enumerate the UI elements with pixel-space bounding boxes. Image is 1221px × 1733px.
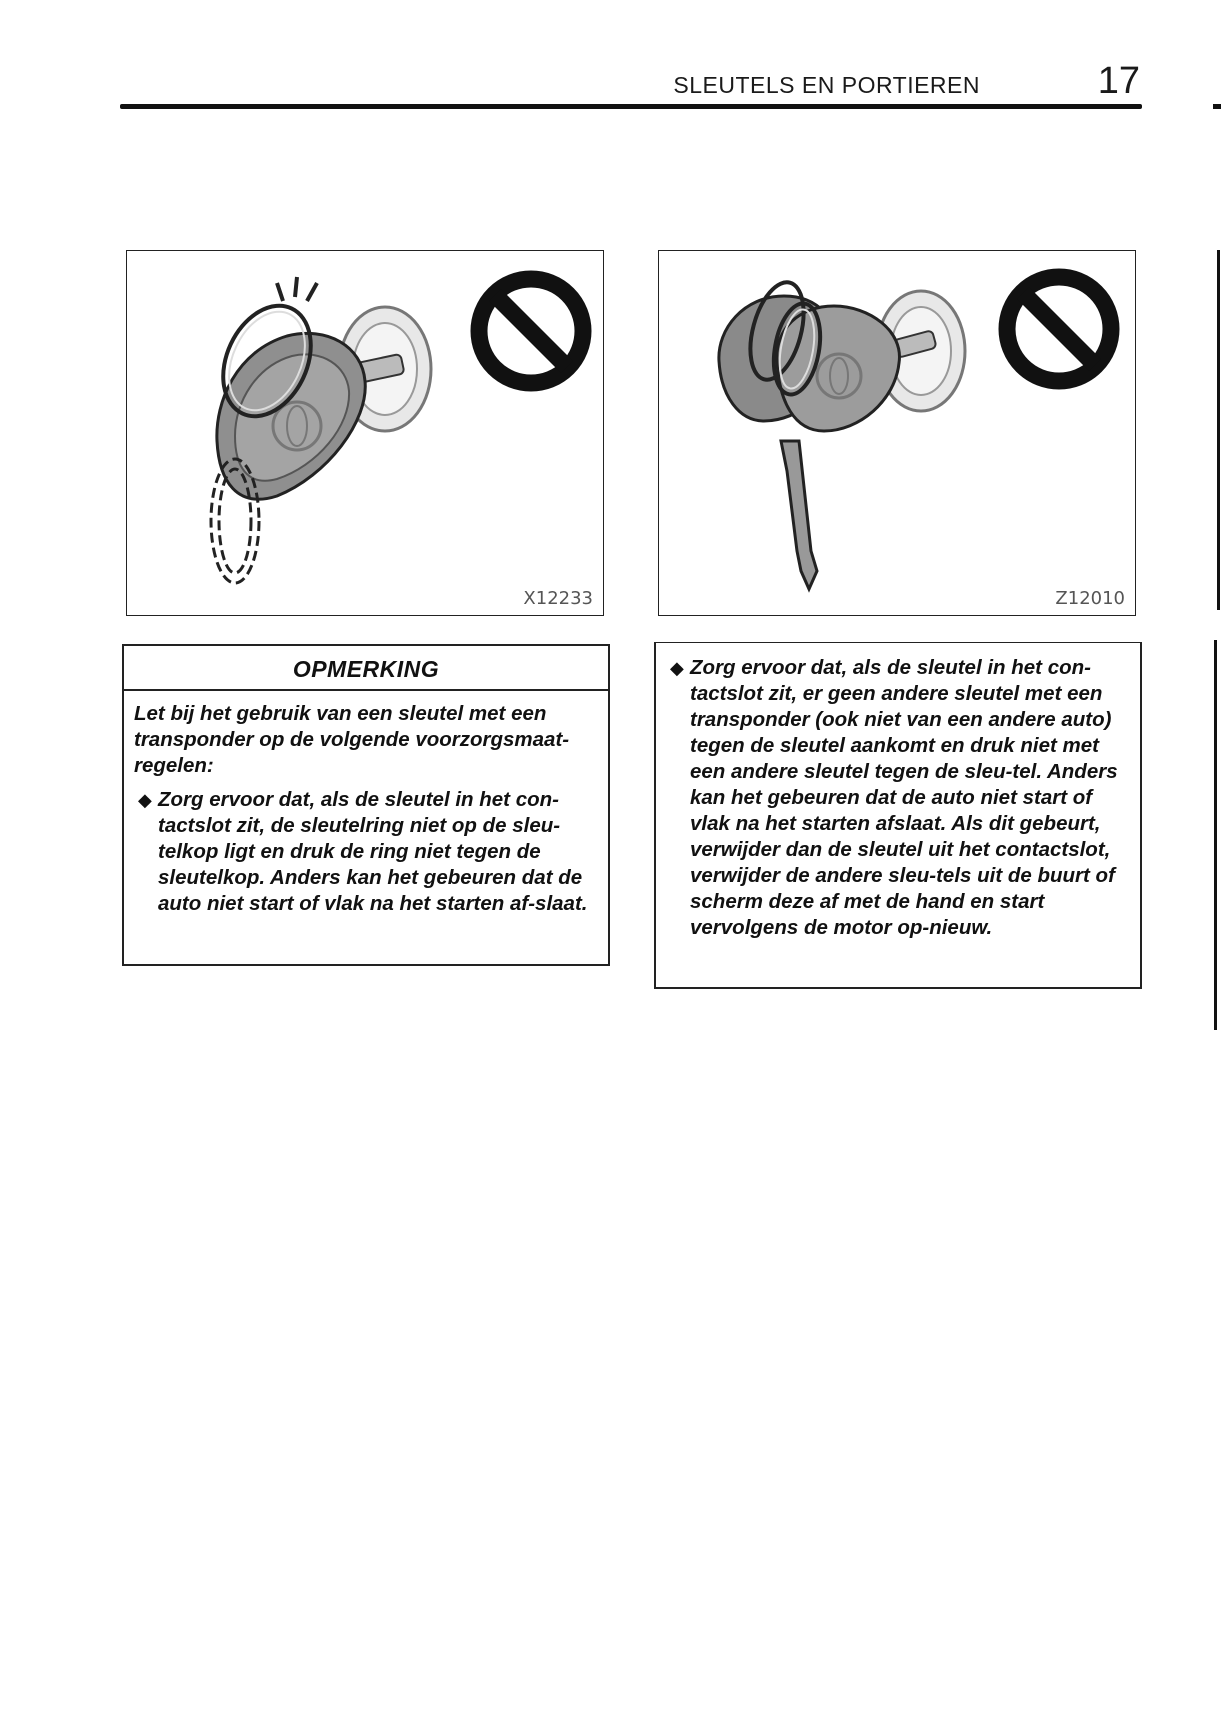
- header-rule: [120, 104, 1142, 109]
- edge-mark: [1213, 104, 1221, 109]
- notice-bullet-text: Zorg ervoor dat, als de sleutel in het con-tactslot zit, er geen andere sleutel met een transponder (ook niet van een andere auto) tegen de sleutel aankomt en druk niet met een andere sleutel tegen de sleu-tel. Anders kan het gebeuren dat de auto niet start of vlak na het starten afslaat. Als dit gebeurt, verwijder dan de sleutel uit het contactslot, verwijder de andere sleu-tels uit de buurt of scherm deze af met de hand en start vervolgens de motor op-nieuw.: [690, 656, 1118, 939]
- key-ring-illustration: [127, 251, 603, 615]
- notice-body: [124, 691, 608, 939]
- diamond-bullet-icon: ◆: [138, 790, 152, 810]
- prohibition-icon: [1007, 277, 1111, 381]
- notice-bullet-text: Zorg ervoor dat, als de sleutel in het con-tactslot zit, de sleutelring niet op de sleu-telkop ligt en druk de ring niet tegen de sleutelkop. Anders kan het gebeuren dat de auto niet start of vlak na het starten af-slaat.: [158, 788, 588, 915]
- edge-mark: [1217, 250, 1220, 610]
- diamond-bullet-icon: ◆: [670, 658, 684, 678]
- prohibition-icon: [479, 279, 583, 383]
- edge-mark: [1214, 640, 1217, 1030]
- notice-intro: Let bij het gebruik van een sleutel met een transponder op de volgende voorzorgsmaat-regelen:: [134, 702, 570, 777]
- figure-two-keys-together: [658, 250, 1136, 616]
- figure-key-ring-on-key: [126, 250, 604, 616]
- figure-code: Z12010: [1055, 588, 1125, 609]
- page-number: 17: [1097, 60, 1140, 102]
- notice-bullet: [134, 787, 594, 917]
- notice-box: [122, 644, 610, 966]
- notice-box-continued: [654, 642, 1142, 989]
- two-keys-illustration: [659, 251, 1135, 615]
- section-title: SLEUTELS EN PORTIEREN: [673, 72, 980, 98]
- notice-bullet: [666, 655, 1126, 941]
- notice-body-continued: [656, 643, 1140, 963]
- notice-heading: OPMERKING: [124, 646, 608, 691]
- figure-code: X12233: [523, 588, 593, 609]
